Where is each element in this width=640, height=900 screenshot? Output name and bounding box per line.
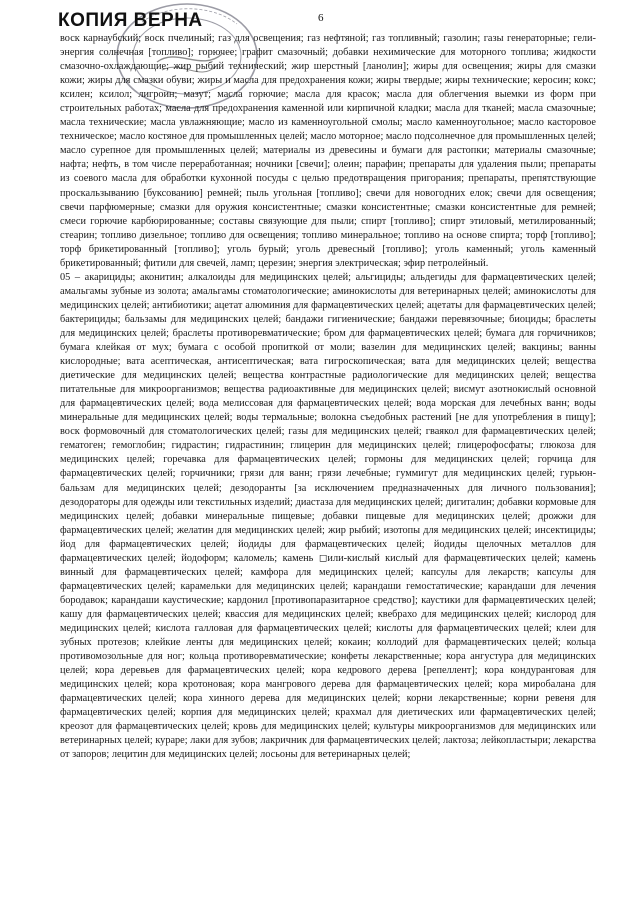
page-number: 6 bbox=[318, 12, 324, 24]
paragraph-class-04-list: воск карнаубский; воск пчелиный; газ для освещения; газ нефтяной; газ топливный; газолин; газы генераторные; гели-энергия солнечная [топливо]; горючее; графит смазочный; добавки нехимические для моторного топлива; жидкости смазочно-охлаждающие; жир рыбий технический; жир шерстный [ланолин]; жиры для освещения; жиры для смазки кожи; жиры для смазки обуви; жиры и масла для предохранения кожи; жиры твердые; жиры технические; керосин; кокс; ксилен; ксилол; лигроин; мазут; масла горючие; масла для красок; масла для облегчения выемки из форм при строительных работах; масла для предохранения каменной или кирпичной кладки; масла для тканей; масла смазочные; масла технические; масла увлажняющие; масло из каменноугольной смолы; масло каменноугольное; масло касторовое техническое; масло костяное для промышленных целей; масло моторное; масло подсолнечное для промышленных целей; масло сурепное для промышленных целей; материалы из древесины и бумаги для растопки; материалы смазочные; нафта; нефть, в том числе переработанная; ночники [свечи]; олеин; парафин; препараты для удаления пыли; препараты из соевого масла для обработки кухонной посуды с целью предотвращения пригорания; препараты, препятствующие проскальзыванию [буксованию] ремней; пыль угольная [топливо]; свечи для новогодних елок; свечи для освещения; свечи парфюмерные; смазки для оружия консистентные; смазки консистентные; смазки консистентные для ремней; смеси горючие карбюрированные; составы связующие для пыли; спирт [топливо]; спирт этиловый, метилированный; стеарин; топливо дизельное; топливо для освещения; топливо минеральное; топливо на основе спирта; торф [топливо]; торф брикетированный [топливо]; уголь бурый; уголь древесный [топливо]; уголь каменный; уголь каменный брикетированный; фитили для свечей, ламп; церезин; энергия электрическая; эфир петролейный. bbox=[60, 33, 596, 269]
document-body bbox=[60, 32, 596, 762]
paragraph-class-05-list: 05 – акарициды; аконитин; алкалоиды для медицинских целей; альгициды; альдегиды для фармацевтических целей; амальгамы зубные из золота; амальгамы стоматологические; аминокислоты для ветеринарных целей; аминокислоты для медицинских целей; антибиотики; ацетат алюминия для фармацевтических целей; ацетаты для фармацевтических целей; бактерициды; бальзамы для медицинских целей; бандажи гигиенические; бандажи перевязочные; биоциды; браслеты для медицинских целей; браслеты противоревматические; бром для фармацевтических целей; бумага для горчичников; бумага клейкая от мух; бумага с особой пропиткой от моли; вазелин для медицинских целей; вакцины; ванны кислородные; вата асептическая, антисептическая; вата гигроскопическая; вата для медицинских целей; вещества диетические для медицинских целей; вещества контрастные радиологические для медицинских целей; вещества питательные для микроорганизмов; вещества радиоактивные для медицинских целей; висмут азотнокислый основной для фармацевтических целей; вода мелиссовая для фармацевтических целей; вода морская для лечебных ванн; воды минеральные для медицинских целей; воды термальные; волокна съедобных растений [не для употребления в пищу]; воск формовочный для стоматологических целей; газы для медицинских целей; гваякол для фармацевтических целей; гематоген; гемоглобин; гидрастин; гидрастинин; глицерин для медицинских целей; глицерофосфаты; глюкоза для медицинских целей; горечавка для фармацевтических целей; гормоны для медицинских целей; горчица для фармацевтических целей; горчичники; грязи для ванн; грязи лечебные; гуммигут для медицинских целей; гурьюн-бальзам для медицинских целей; дезодоранты [за исключением предназначенных для личного пользования]; дезодораторы для одежды или текстильных изделий; диастаза для медицинских целей; дигиталин; добавки кормовые для медицинских целей; добавки минеральные пищевые; добавки пищевые для медицинских целей; дрожжи для фармацевтических целей; желатин для медицинских целей; жир рыбий; изотопы для медицинских целей; инсектициды; йод для фармацевтических целей; йодиды для фармацевтических целей; йодиды щелочных металлов для фармацевтических целей; йодоформ; каломель; камень ◻или-кислый кислый для фармацевтических целей; камень винный для фармацевтических целей; камфора для медицинских целей; капсулы для лекарств; капсулы для фармацевтических целей; карамельки для медицинских целей; карандаши гемостатические; карандаши для лечения бородавок; карандаши каустические; кардонил [противопаразитарное средство]; каустики для фармацевтических целей; кашу для фармацевтических целей; квассия для медицинских целей; квебрахо для медицинских целей; кислород для медицинских целей; кислота галловая для фармацевтических целей; кислоты для фармацевтических целей; клеи для зубных протезов; клейкие ленты для медицинских целей; кокаин; коллодий для фармацевтических целей; кольца противомозольные для ног; кольца противоревматические; конфеты лекарственные; кора ангустура для медицинских целей; кора деревьев для фармацевтических целей; кора кедрового дерева [репеллент]; кора кондуранговая для медицинских целей; кора кротоновая; кора мангрового дерева для фармацевтических целей; кора миробалана для фармацевтических целей; кора хинного дерева для медицинских целей; корни лекарственные; корни ревеня для фармацевтических целей; корпия для медицинских целей; крахмал для диетических или фармацевтических целей; креозот для фармацевтических целей; кровь для медицинских целей; культуры микроорганизмов для медицинских или ветеринарных целей; кураре; лаки для зубов; лакричник для фармацевтических целей; лактоза; лейкопластыри; лекарства от запоров; лецитин для медицинских целей; лосьоны для ветеринарных целей; bbox=[60, 271, 596, 761]
copy-verified-header: КОПИЯ ВЕРНА bbox=[58, 10, 203, 31]
